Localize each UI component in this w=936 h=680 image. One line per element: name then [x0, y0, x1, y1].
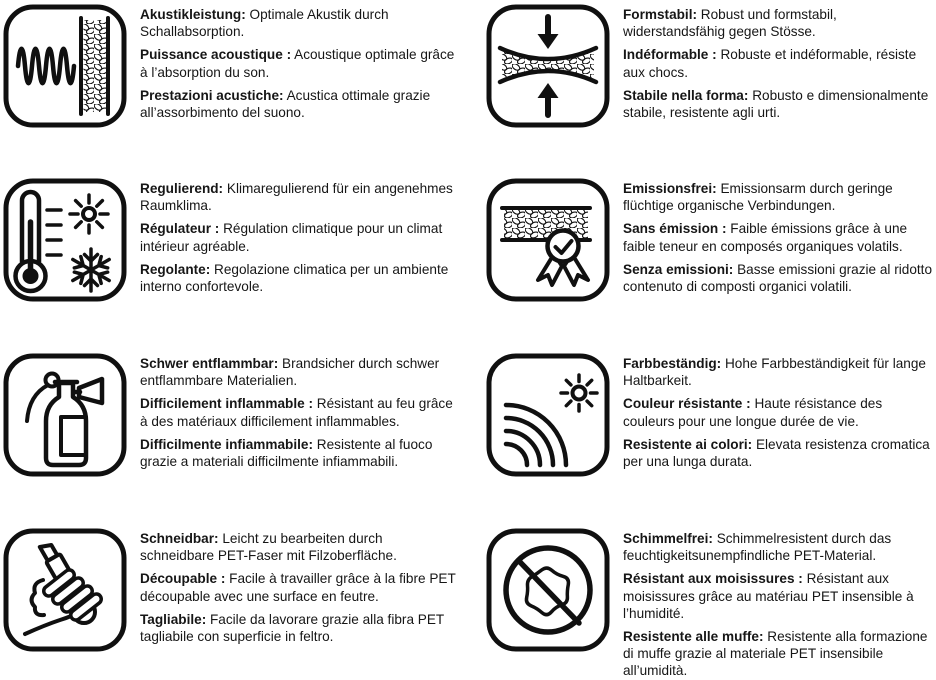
feature-body-de: Robust und formstabil, widerstandsfähig gegen Stösse. — [623, 7, 837, 40]
feature-body-de: Leicht zu bearbeiten durch schneidbare PET-Faser mit Filzoberfläche. — [140, 531, 397, 564]
shape-stability-icon — [486, 4, 610, 128]
feature-body-fr: Faible émissions grâce à une faible teneur en composés organiques volatils. — [623, 221, 908, 254]
feature-label-it: Difficilmente infiammabile: — [140, 436, 313, 452]
feature-tile-fire-resistant — [0, 340, 468, 510]
feature-text-fr — [623, 395, 936, 429]
feature-label-it: Resistente alle muffe: — [623, 629, 764, 645]
cuttable-icon — [3, 528, 127, 652]
feature-body-fr: Résistant au feu grâce à des matériaux difficilement inflammables. — [140, 396, 453, 429]
feature-label-de: Akustikleistung: — [140, 7, 246, 22]
feature-text-fr — [140, 395, 460, 429]
feature-body-it: Robusto e dimensionalmente stabile, resistente agli urti. — [623, 87, 929, 121]
feature-label-fr: Résistant aux moisissures : — [623, 571, 803, 587]
feature-text-fr — [140, 570, 460, 604]
feature-label-de: Formstabil: — [623, 7, 698, 22]
feature-body-fr: Haute résistance des couleurs pour une longue durée de vie. — [623, 396, 883, 429]
feature-text-it — [140, 261, 460, 295]
feature-body-de: Klimaregulierend für ein angenehmes Raumklima. — [140, 181, 453, 214]
feature-text-fr — [623, 220, 936, 254]
feature-texts — [140, 355, 460, 476]
feature-text-de — [140, 6, 460, 40]
feature-label-it: Senza emissioni: — [623, 261, 734, 277]
feature-tile-climate-regulation — [0, 170, 468, 340]
feature-texts — [140, 180, 460, 301]
feature-label-fr: Régulateur : — [140, 221, 220, 237]
feature-body-fr: Régulation climatique pour un climat intérieur agréable. — [140, 221, 443, 254]
climate-regulation-icon — [3, 178, 127, 302]
feature-label-fr: Sans émission : — [623, 221, 727, 237]
feature-text-fr — [140, 46, 460, 80]
feature-text-it — [623, 87, 936, 121]
feature-body-fr: Facile à travailler grâce à la fibre PET découpable avec une surface en feutre. — [140, 571, 456, 604]
feature-texts — [623, 355, 936, 476]
feature-label-de: Emissionsfrei: — [623, 181, 717, 196]
feature-tile-cuttable — [0, 510, 468, 680]
feature-text-de — [623, 530, 936, 564]
sun-glyph — [70, 195, 108, 233]
feature-text-it — [140, 436, 460, 470]
feature-label-it: Tagliabile: — [140, 611, 207, 627]
feature-label-fr: Couleur résistante : — [623, 396, 751, 412]
feature-body-fr: Résistant aux moisissures grâce au matériau PET insensible à l’humidité. — [623, 571, 914, 621]
fire-extinguisher-glyph — [27, 374, 102, 466]
sound-absorption-icon — [3, 4, 127, 128]
feature-texts — [623, 6, 936, 127]
feature-texts — [623, 180, 936, 301]
feature-text-it — [140, 87, 460, 121]
feature-body-it: Facile da lavorare grazie alla fibra PET tagliabile con superficie in feltro. — [140, 611, 444, 645]
feature-label-de: Farbbeständig: — [623, 356, 722, 371]
feature-texts — [140, 6, 460, 127]
feature-text-de — [623, 6, 936, 40]
feature-body-de: Schimmelresistent durch das feuchtigkeitsunempfindliche PET-Material. — [623, 531, 892, 564]
mold-resistant-icon — [486, 528, 610, 652]
feature-body-de: Brandsicher durch schwer entflammbare Materialien. — [140, 356, 440, 389]
feature-label-fr: Difficilement inflammable : — [140, 396, 313, 412]
feature-body-de: Hohe Farbbeständigkeit für lange Haltbarkeit. — [623, 356, 926, 389]
feature-label-it: Regolante: — [140, 261, 211, 277]
feature-body-it: Regolazione climatica per un ambiente interno confortevole. — [140, 261, 449, 295]
feature-tile-mold-resistant — [468, 510, 936, 680]
feature-text-fr — [140, 220, 460, 254]
feature-text-it — [623, 628, 936, 680]
feature-label-de: Schwer entflammbar: — [140, 356, 279, 371]
feature-text-fr — [623, 570, 936, 622]
rainbow-arcs-glyph — [506, 405, 566, 465]
feature-body-fr: Robuste et indéformable, résiste aux chocs. — [623, 47, 917, 80]
hand-with-cutter-glyph — [25, 540, 103, 634]
feature-label-de: Schneidbar: — [140, 531, 219, 546]
feature-text-de — [140, 530, 460, 564]
fire-resistant-icon — [3, 353, 127, 477]
feature-label-it: Prestazioni acustiche: — [140, 87, 284, 103]
feature-label-fr: Puissance acoustique : — [140, 47, 292, 63]
feature-body-fr: Acoustique optimale grâce à l’absorption du son. — [140, 47, 455, 80]
feature-label-de: Regulierend: — [140, 181, 224, 196]
feature-text-it — [623, 436, 936, 470]
color-fastness-icon — [486, 353, 610, 477]
snowflake-glyph — [70, 249, 113, 291]
feature-texts — [623, 530, 936, 680]
feature-body-de: Optimale Akustik durch Schallabsorption. — [140, 7, 389, 40]
feature-body-it: Acustica ottimale grazie all’assorbimento del suono. — [140, 87, 431, 121]
sun-glyph — [561, 375, 597, 411]
feature-text-de — [623, 180, 936, 214]
feature-body-it: Basse emissioni grazie al ridotto contenuto di composti organici volatili. — [623, 261, 933, 295]
feature-tile-acoustics — [0, 0, 468, 170]
feature-tile-low-emission — [468, 170, 936, 340]
feature-label-fr: Découpable : — [140, 571, 226, 587]
feature-text-de — [140, 355, 460, 389]
low-emission-icon — [486, 178, 610, 302]
feature-label-fr: Indéformable : — [623, 47, 717, 63]
feature-tile-color-fastness — [468, 340, 936, 510]
feature-label-it: Resistente ai colori: — [623, 436, 753, 452]
feature-body-de: Emissionsarm durch geringe flüchtige organische Verbindungen. — [623, 181, 893, 214]
feature-text-it — [623, 261, 936, 295]
feature-body-it: Resistente al fuoco grazie a materiali difficilmente infiammabili. — [140, 436, 433, 470]
feature-text-fr — [623, 46, 936, 80]
feature-body-it: Resistente alla formazione di muffe grazie al materiale PET insensibile all’umidità. — [623, 629, 928, 679]
feature-tile-shape-stability — [468, 0, 936, 170]
feature-label-it: Stabile nella forma: — [623, 87, 749, 103]
feature-text-de — [623, 355, 936, 389]
feature-label-de: Schimmelfrei: — [623, 531, 713, 546]
feature-body-it: Elevata resistenza cromatica per una lunga durata. — [623, 436, 930, 470]
feature-text-it — [140, 611, 460, 645]
feature-texts — [140, 530, 460, 651]
feature-text-de — [140, 180, 460, 214]
thermometer-glyph — [16, 192, 62, 291]
